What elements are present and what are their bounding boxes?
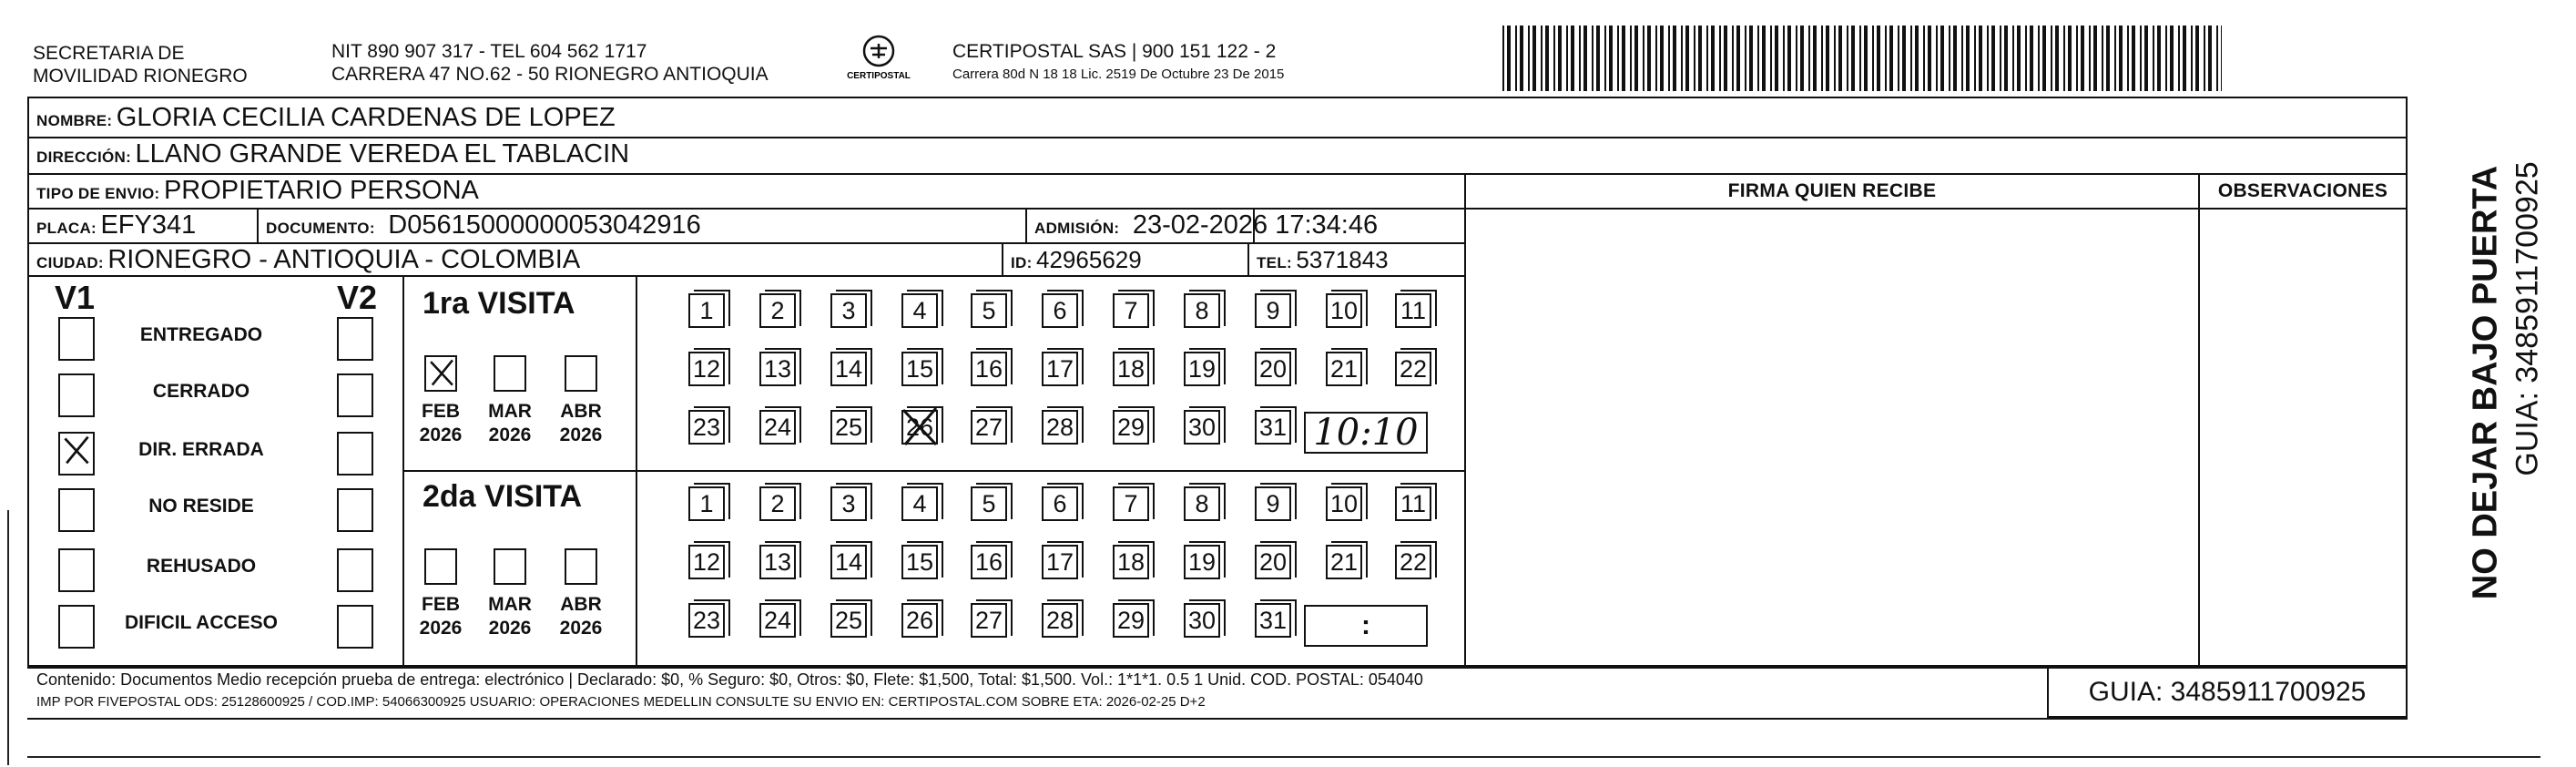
barcode-bar [1940, 26, 1944, 91]
sender-name [33, 42, 248, 87]
barcode-bar [1936, 26, 1938, 91]
day-box[interactable]: 19 [1184, 545, 1220, 579]
barcode-bar [2119, 26, 2123, 91]
option-label: DIFICIL ACCESO [124, 612, 278, 633]
barcode-bar [1966, 26, 1970, 91]
day-box[interactable]: 19 [1184, 352, 1220, 386]
year-label: 2026 [419, 618, 463, 639]
day-box[interactable]: 11 [1395, 293, 1431, 328]
barcode-bar [1979, 26, 1982, 91]
month-checkbox[interactable] [494, 548, 526, 585]
barcode-bar [1838, 26, 1842, 91]
day-box[interactable]: 31 [1255, 603, 1291, 638]
day-box[interactable]: 5 [971, 486, 1007, 521]
v2-checkbox[interactable] [337, 432, 373, 476]
day-box[interactable]: 17 [1042, 352, 1078, 386]
barcode-bar [2017, 26, 2021, 91]
barcode-bar [1673, 26, 1676, 91]
documento-label: DOCUMENTO: [266, 220, 375, 237]
tel-label: TEL: [1257, 254, 1292, 271]
barcode-bar [2068, 26, 2072, 91]
barcode-bar [2051, 26, 2052, 91]
firma-header: FIRMA QUIEN RECIBE [1727, 180, 1937, 201]
v2-checkbox[interactable] [337, 605, 373, 649]
barcode-bar [1808, 26, 1810, 91]
day-box[interactable]: 12 [688, 352, 725, 386]
placa-value: EFY341 [100, 210, 197, 240]
v1-header: V1 [55, 279, 96, 316]
col-divider [402, 275, 404, 667]
day-box[interactable]: 1 [688, 293, 725, 328]
day-box[interactable]: 16 [971, 352, 1007, 386]
barcode-bar [1609, 26, 1613, 91]
barcode-bar [1630, 26, 1632, 91]
day-box[interactable]: 21 [1326, 352, 1362, 386]
barcode-bar [1660, 26, 1664, 91]
sender-contact-line2: CARRERA 47 NO.62 - 50 RIONEGRO ANTIOQUIA [331, 64, 769, 85]
month-label: MAR [488, 594, 532, 615]
tipo-envio-value: PROPIETARIO PERSONA [163, 176, 479, 205]
barcode-bar [1949, 26, 1950, 91]
day-cross-mark [900, 406, 940, 446]
barcode-bar [1655, 26, 1657, 91]
observaciones-header: OBSERVACIONES [2217, 180, 2388, 201]
v2-checkbox[interactable] [337, 488, 373, 532]
barcode-bar [1928, 26, 1931, 91]
v2-checkbox[interactable] [337, 373, 373, 417]
barcode-bar [2038, 26, 2040, 91]
barcode-bar [1520, 26, 1523, 91]
day-box[interactable]: 2 [759, 486, 796, 521]
barcode-bar [1634, 26, 1638, 91]
day-box[interactable]: 28 [1042, 603, 1078, 638]
year-label: 2026 [488, 618, 532, 639]
barcode-bar [1502, 26, 1504, 91]
scan-edge [27, 756, 2540, 758]
day-box[interactable]: 28 [1042, 410, 1078, 445]
barcode-bar [1851, 26, 1855, 91]
certipostal-logo [840, 31, 918, 86]
barcode-bar [2076, 26, 2078, 91]
barcode-bar [1681, 26, 1683, 91]
v2-header: V2 [337, 279, 378, 316]
first-visit-time[interactable]: 10:10 [1304, 412, 1428, 454]
carrier-line1: CERTIPOSTAL SAS | 900 151 122 - 2 [952, 41, 1277, 62]
barcode-bar [2216, 26, 2218, 91]
day-box[interactable]: 10 [1326, 293, 1362, 328]
day-box[interactable]: 14 [830, 352, 867, 386]
year-label: 2026 [559, 618, 603, 639]
barcode-bar [1745, 26, 1746, 91]
day-box[interactable]: 3 [830, 293, 867, 328]
day-box[interactable]: 27 [971, 603, 1007, 638]
day-box[interactable]: 25 [830, 603, 867, 638]
day-box[interactable]: 6 [1042, 486, 1078, 521]
barcode-bar [2030, 26, 2033, 91]
day-box[interactable]: 29 [1113, 410, 1149, 445]
barcode-bar [1736, 26, 1740, 91]
direccion-field [36, 137, 629, 176]
sender-name-line2: MOVILIDAD RIONEGRO [33, 66, 248, 87]
carrier-line2: Carrera 80d N 18 18 Lic. 2519 De Octubre 23 De 2015 [952, 66, 1285, 82]
second-visit-title: 2da VISITA [423, 479, 583, 514]
col-divider [1002, 242, 1003, 275]
direccion-label: DIRECCIÓN: [36, 148, 132, 166]
barcode-bar [2157, 26, 2161, 91]
ciudad-value: RIONEGRO - ANTIOQUIA - COLOMBIA [107, 245, 581, 274]
contenido-text: Contenido: Documentos Medio recepción prueba de entrega: electrónico | Declarado: $0, % Seguro: $0, Otros: $0, Flete: $1,500, Total: $1,500. Vol.: 1*1*1. 0.5 1 Unid. COD. POSTAL: 054040 [36, 670, 1423, 689]
barcode-bar [1885, 26, 1887, 91]
month-checkbox[interactable] [424, 548, 457, 585]
barcode-bar [2025, 26, 2027, 91]
barcode-bar [2195, 26, 2199, 91]
barcode-bar [1694, 26, 1695, 91]
imp-text: IMP POR FIVEPOSTAL ODS: 25128600925 / COD.IMP: 54066300925 USUARIO: OPERACIONES MEDELLIN CONSULTE SU ENVIO EN: CERTIPOSTAL.COM SOBRE ETA: 2026-02-25 D+2 [36, 694, 1206, 710]
side-notice: NO DEJAR BAJO PUERTA [2466, 165, 2505, 600]
month-label: ABR [560, 401, 602, 422]
day-box[interactable]: 4 [901, 293, 938, 328]
barcode-bar [1553, 26, 1555, 91]
barcode-bar [1864, 26, 1868, 91]
year-label: 2026 [488, 424, 532, 445]
month-label: FEB [422, 594, 460, 615]
day-box[interactable]: 24 [759, 603, 796, 638]
day-box[interactable]: 16 [971, 545, 1007, 579]
side-guia: GUIA: 3485911700925 [2510, 161, 2545, 476]
day-box[interactable]: 13 [759, 545, 796, 579]
barcode-bar [1685, 26, 1689, 91]
day-box[interactable]: 1 [688, 486, 725, 521]
col-divider [257, 208, 259, 242]
barcode-bar [1872, 26, 1874, 91]
day-box[interactable]: 30 [1184, 603, 1220, 638]
day-box[interactable]: 23 [688, 603, 725, 638]
admision-field [1034, 208, 1378, 247]
day-box[interactable]: 8 [1184, 293, 1220, 328]
day-box[interactable]: 22 [1395, 545, 1431, 579]
barcode-bar [1800, 26, 1804, 91]
barcode-bar [2106, 26, 2110, 91]
day-box[interactable]: 22 [1395, 352, 1431, 386]
tipo-envio-field [36, 173, 479, 212]
day-box[interactable]: 9 [1255, 293, 1291, 328]
barcode-bar [1821, 26, 1823, 91]
barcode-bar [1532, 26, 1536, 91]
placa-label: PLACA: [36, 220, 97, 237]
day-box[interactable]: 14 [830, 545, 867, 579]
barcode-bar [2170, 26, 2174, 91]
barcode-bar [1796, 26, 1797, 91]
day-box[interactable]: 15 [901, 545, 938, 579]
ciudad-field [36, 242, 580, 281]
day-box[interactable]: 4 [901, 486, 938, 521]
month-label: MAR [488, 401, 532, 422]
barcode-bar [1974, 26, 1976, 91]
day-box[interactable]: 29 [1113, 603, 1149, 638]
day-box[interactable]: 30 [1184, 410, 1220, 445]
scan-edge [7, 510, 9, 765]
barcode-bar [2114, 26, 2116, 91]
barcode-bar [1719, 26, 1721, 91]
barcode-bar [1732, 26, 1734, 91]
barcode-bar [1770, 26, 1772, 91]
barcode-bar [1898, 26, 1899, 91]
day-box[interactable]: 6 [1042, 293, 1078, 328]
barcode-bar [1775, 26, 1778, 91]
option-label: REHUSADO [146, 556, 257, 577]
year-label: 2026 [559, 424, 603, 445]
barcode-bar [1762, 26, 1766, 91]
barcode-bar [1783, 26, 1785, 91]
nombre-label: NOMBRE: [36, 112, 113, 129]
col-divider [2198, 173, 2200, 667]
barcode-bar [1596, 26, 1600, 91]
barcode-bar [1910, 26, 1912, 91]
day-box[interactable]: 18 [1113, 545, 1149, 579]
id-field [1011, 242, 1142, 281]
barcode-bar [1787, 26, 1791, 91]
sender-contact [331, 40, 769, 86]
day-box[interactable]: 5 [971, 293, 1007, 328]
month-label: ABR [560, 594, 602, 615]
v2-checkbox[interactable] [337, 548, 373, 592]
firma-area[interactable] [1468, 210, 2196, 665]
barcode-bar [1571, 26, 1574, 91]
day-box[interactable]: 17 [1042, 545, 1078, 579]
barcode-bar [2127, 26, 2129, 91]
carrier-info [952, 40, 1284, 83]
barcode-bar [2093, 26, 2097, 91]
barcode-bar [1647, 26, 1651, 91]
col-divider [636, 275, 637, 667]
barcode-bar [1622, 26, 1625, 91]
barcode-bar [2000, 26, 2001, 91]
ciudad-label: CIUDAD: [36, 254, 104, 271]
option-label: NO RESIDE [148, 496, 254, 516]
month-checkbox[interactable] [424, 355, 457, 392]
day-box[interactable]: 3 [830, 486, 867, 521]
barcode-bar [1847, 26, 1848, 91]
barcode-bar [2140, 26, 2142, 91]
day-box[interactable]: 15 [901, 352, 938, 386]
first-visit-title: 1ra VISITA [423, 286, 575, 321]
barcode-bar [2042, 26, 2046, 91]
documento-value: D05615000000053042916 [388, 210, 701, 240]
barcode-bar [2204, 26, 2205, 91]
barcode-bar [1558, 26, 1562, 91]
day-box[interactable]: 11 [1395, 486, 1431, 521]
barcode-bar [1915, 26, 1919, 91]
sender-contact-line1: NIT 890 907 317 - TEL 604 562 1717 [331, 41, 647, 62]
day-box[interactable]: 7 [1113, 293, 1149, 328]
barcode-bar [2208, 26, 2212, 91]
barcode-bar [1902, 26, 1906, 91]
year-label: 2026 [419, 424, 463, 445]
month-checkbox[interactable] [494, 355, 526, 392]
barcode-bar [2191, 26, 2193, 91]
barcode-bar [2144, 26, 2148, 91]
barcode-bar [1711, 26, 1715, 91]
barcode-bar [1583, 26, 1587, 91]
barcode-bar [2153, 26, 2154, 91]
option-label: DIR. ERRADA [138, 439, 264, 460]
barcode-bar [1698, 26, 1702, 91]
tipo-envio-label: TIPO DE ENVIO: [36, 185, 160, 202]
day-box[interactable]: 13 [759, 352, 796, 386]
day-box[interactable]: 26 [901, 603, 938, 638]
second-visit-time[interactable]: : [1304, 605, 1428, 647]
documento-field [266, 208, 701, 247]
barcode-bar [1604, 26, 1606, 91]
barcode-bar [2178, 26, 2180, 91]
barcode-bar [2012, 26, 2014, 91]
day-box[interactable]: 25 [830, 410, 867, 445]
v2-checkbox[interactable] [337, 317, 373, 361]
barcode-bar [1889, 26, 1893, 91]
barcode-bar [1813, 26, 1817, 91]
option-label: CERRADO [152, 381, 250, 402]
barcode-bar [2165, 26, 2167, 91]
barcode-bar [2063, 26, 2065, 91]
barcode-bar [1834, 26, 1836, 91]
barcode-bar [2055, 26, 2059, 91]
month-checkbox[interactable] [565, 548, 597, 585]
barcode-bar [1617, 26, 1619, 91]
barcode-bar [2081, 26, 2084, 91]
nombre-value: GLORIA CECILIA CARDENAS DE LOPEZ [116, 103, 616, 132]
barcode-bar [2183, 26, 2186, 91]
day-box[interactable]: 31 [1255, 410, 1291, 445]
col-divider [1247, 242, 1249, 275]
barcode-bar [2221, 26, 2222, 91]
barcode-bar [1991, 26, 1995, 91]
admision-label: ADMISIÓN: [1034, 220, 1120, 237]
id-label: ID: [1011, 254, 1033, 271]
sender-name-line1: SECRETARIA DE [33, 43, 185, 64]
barcode-bar [1877, 26, 1880, 91]
barcode-bar [1507, 26, 1511, 91]
barcode-bar [2089, 26, 2091, 91]
tel-field [1257, 242, 1389, 281]
barcode [1502, 26, 2225, 91]
barcode-bar [2102, 26, 2103, 91]
day-box[interactable]: 20 [1255, 352, 1291, 386]
barcode-bar [1706, 26, 1708, 91]
day-box[interactable]: 12 [688, 545, 725, 579]
day-box[interactable]: 21 [1326, 545, 1362, 579]
barcode-bar [1961, 26, 1963, 91]
guia-box: GUIA: 3485911700925 [2047, 667, 2408, 718]
barcode-bar [2004, 26, 2008, 91]
barcode-bar [1724, 26, 1727, 91]
day-box[interactable]: 26 [901, 410, 938, 445]
barcode-bar [1923, 26, 1925, 91]
id-value: 42965629 [1036, 246, 1142, 273]
barcode-bar [1826, 26, 1829, 91]
day-box[interactable]: 7 [1113, 486, 1149, 521]
day-box[interactable]: 20 [1255, 545, 1291, 579]
barcode-bar [1528, 26, 1530, 91]
barcode-bar [1515, 26, 1517, 91]
footer-bottom [27, 718, 2408, 720]
barcode-bar [1987, 26, 1989, 91]
barcode-bar [1545, 26, 1549, 91]
barcode-bar [1566, 26, 1568, 91]
barcode-bar [1579, 26, 1581, 91]
visit-divider [402, 470, 1464, 472]
day-box[interactable]: 10 [1326, 486, 1362, 521]
day-box[interactable]: 18 [1113, 352, 1149, 386]
day-box[interactable]: 2 [759, 293, 796, 328]
barcode-bar [2132, 26, 2135, 91]
col-divider [1464, 173, 1466, 667]
barcode-bar [1953, 26, 1957, 91]
barcode-bar [1668, 26, 1670, 91]
option-label: ENTREGADO [139, 324, 263, 345]
barcode-bar [1592, 26, 1593, 91]
tel-value: 5371843 [1296, 246, 1389, 273]
day-box[interactable]: 8 [1184, 486, 1220, 521]
logo-text: CERTIPOSTAL [847, 71, 911, 81]
col-divider [1025, 208, 1027, 242]
barcode-bar [1749, 26, 1753, 91]
day-box[interactable]: 27 [971, 410, 1007, 445]
barcode-bar [1643, 26, 1644, 91]
barcode-bar [1541, 26, 1543, 91]
nombre-field [36, 100, 616, 139]
month-checkbox[interactable] [565, 355, 597, 392]
day-box[interactable]: 23 [688, 410, 725, 445]
month-label: FEB [422, 401, 460, 422]
observaciones-area[interactable] [2202, 210, 2406, 665]
day-box[interactable]: 24 [759, 410, 796, 445]
barcode-bar [1859, 26, 1861, 91]
direccion-value: LLANO GRANDE VEREDA EL TABLACIN [135, 139, 630, 169]
barcode-bar [1757, 26, 1759, 91]
day-box[interactable]: 9 [1255, 486, 1291, 521]
admision-value: 23-02-2026 17:34:46 [1132, 210, 1379, 240]
placa-field [36, 208, 196, 247]
